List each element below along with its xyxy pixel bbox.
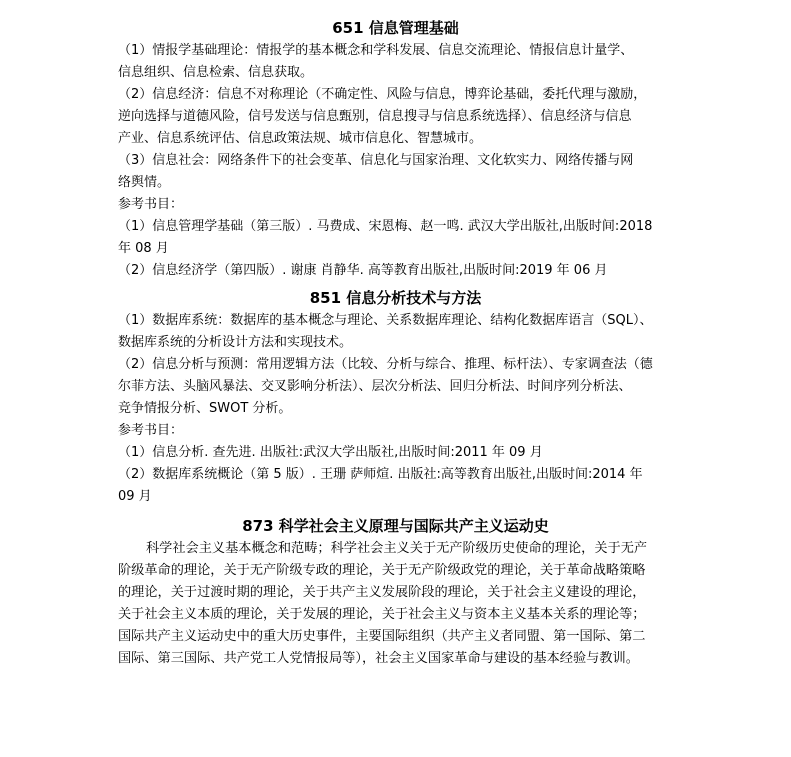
reference-item: （1）信息分析. 查先进. 出版社:武汉大学出版社,出版时间:2011 年 09 月 [118,445,543,460]
references-heading: 参考书目： [118,197,184,212]
references-heading: 参考书目： [118,423,184,438]
section-title-873: 873 科学社会主义原理与国际共产主义运动史 [242,517,549,535]
paragraph-line: 科学社会主义基本概念和范畴；科学社会主义关于无产阶级历史使命的理论，关于无产 [146,541,648,556]
text-line: 信息组织、信息检索、信息获取。 [118,65,314,80]
text-line: 络舆情。 [118,175,171,190]
section-title-851: 851 信息分析技术与方法 [309,289,482,307]
reference-item: （2）信息经济学（第四版）. 谢康 肖静华. 高等教育出版社,出版时间:2019 年 06 月 [118,263,608,278]
section-body-651 [118,40,678,282]
section-body-851 [118,310,678,508]
reference-item-continued: 年 08 月 [118,241,169,256]
text-line: （2）信息经济：信息不对称理论（不确定性、风险与信息，博弈论基础，委托代理与激励， [118,87,647,102]
text-line: 竞争情报分析、SWOT 分析。 [118,401,292,416]
paragraph-line: 国际、第三国际、共产党工人党情报局等），社会主义国家革命与建设的基本经验与教训。 [118,651,639,666]
text-line: （1）数据库系统：数据库的基本概念与理论、关系数据库理论、结构化数据库语言（SQL）、 [118,313,653,328]
reference-item: （1）信息管理学基础（第三版）. 马费成、宋恩梅、赵一鸣. 武汉大学出版社,出版时间:2018 [118,219,653,234]
section-title-651: 651 信息管理基础 [332,19,459,37]
text-line: 数据库系统的分析设计方法和实现技术。 [118,335,353,350]
paragraph-line: 的理论，关于过渡时期的理论，关于共产主义发展阶段的理论，关于社会主义建设的理论， [118,585,646,600]
text-line: 逆向选择与道德风险，信号发送与信息甄别，信息搜寻与信息系统选择）、信息经济与信息 [118,109,632,124]
paragraph-line: 阶级革命的理论，关于无产阶级专政的理论，关于无产阶级政党的理论，关于革命战略策略 [118,563,646,578]
text-line: （1）情报学基础理论：情报学的基本概念和学科发展、信息交流理论、情报信息计量学、 [118,43,634,58]
text-line: （3）信息社会：网络条件下的社会变革、信息化与国家治理、文化软实力、网络传播与网 [118,153,634,168]
text-line: （2）信息分析与预测：常用逻辑方法（比较、分析与综合、推理、标杆法）、专家调查法（德 [118,357,653,372]
text-line: 产业、信息系统评估、信息政策法规、城市信息化、智慧城市。 [118,131,483,146]
text-line: 尔菲方法、头脑风暴法、交叉影响分析法）、层次分析法、回归分析法、时间序列分析法、 [118,379,632,394]
reference-item: （2）数据库系统概论（第 5 版）. 王珊 萨师煊. 出版社:高等教育出版社,出版时间:2014 年 [118,467,643,482]
section-body-873 [118,538,678,670]
reference-item-continued: 09 月 [118,489,152,504]
paragraph-line: 国际共产主义运动史中的重大历史事件，主要国际组织（共产主义者同盟、第一国际、第二 [118,629,646,644]
paragraph-line: 关于社会主义本质的理论，关于发展的理论，关于社会主义与资本主义基本关系的理论等； [118,607,646,622]
